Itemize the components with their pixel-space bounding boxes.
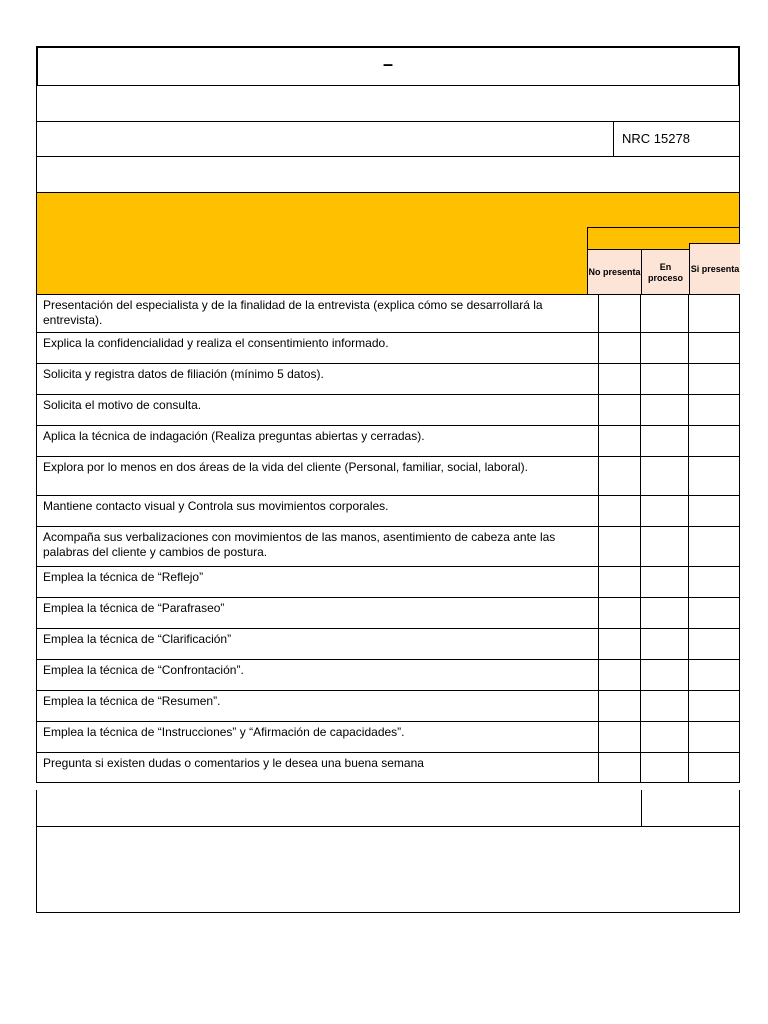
check-cell-no[interactable] bbox=[599, 395, 641, 426]
check-cell-no[interactable] bbox=[599, 598, 641, 629]
check-cell-no[interactable] bbox=[599, 629, 641, 660]
table-row bbox=[37, 426, 740, 457]
page-title: – bbox=[382, 54, 393, 74]
check-cell-no[interactable] bbox=[599, 333, 641, 364]
table-row bbox=[37, 691, 740, 722]
column-header-en-proceso: En proceso bbox=[641, 249, 689, 295]
check-cell-no[interactable] bbox=[599, 660, 641, 691]
check-cell-si[interactable] bbox=[688, 722, 739, 753]
check-cell-proceso[interactable] bbox=[641, 333, 689, 364]
check-cell-si[interactable] bbox=[688, 629, 739, 660]
check-cell-no[interactable] bbox=[599, 364, 641, 395]
check-cell-proceso[interactable] bbox=[641, 691, 689, 722]
check-cell-proceso[interactable] bbox=[641, 629, 689, 660]
column-header-no-presenta: No presenta bbox=[587, 249, 641, 295]
comments-box[interactable] bbox=[36, 827, 740, 913]
check-cell-no[interactable] bbox=[599, 457, 641, 496]
criterion-text: Emplea la técnica de “Instrucciones” y “Afirmación de capacidades”. bbox=[37, 722, 599, 753]
check-cell-proceso[interactable] bbox=[641, 426, 689, 457]
check-cell-proceso[interactable] bbox=[641, 496, 689, 527]
table-row bbox=[37, 598, 740, 629]
criterion-text: Explora por lo menos en dos áreas de la vida del cliente (Personal, familiar, social, laboral). bbox=[37, 457, 599, 496]
header-divider bbox=[587, 227, 739, 228]
table-row bbox=[37, 457, 740, 496]
check-cell-si[interactable] bbox=[688, 753, 739, 783]
criteria-header-band bbox=[36, 193, 740, 294]
check-cell-proceso[interactable] bbox=[641, 364, 689, 395]
check-cell-si[interactable] bbox=[688, 457, 739, 496]
table-row bbox=[37, 753, 740, 783]
check-cell-si[interactable] bbox=[688, 567, 739, 598]
criterion-text: Presentación del especialista y de la finalidad de la entrevista (explica cómo se desarrollará la entrevista). bbox=[37, 295, 599, 333]
table-row bbox=[37, 364, 740, 395]
check-cell-proceso[interactable] bbox=[641, 567, 689, 598]
check-cell-si[interactable] bbox=[688, 395, 739, 426]
criterion-text: Solicita el motivo de consulta. bbox=[37, 395, 599, 426]
check-cell-no[interactable] bbox=[599, 496, 641, 527]
check-cell-proceso[interactable] bbox=[641, 660, 689, 691]
check-cell-si[interactable] bbox=[688, 691, 739, 722]
score-row bbox=[36, 790, 740, 827]
header-dot: . bbox=[689, 221, 692, 230]
column-header-si-presenta: Si presenta bbox=[689, 243, 740, 295]
table-row bbox=[37, 722, 740, 753]
table-row bbox=[37, 395, 740, 426]
check-cell-si[interactable] bbox=[688, 660, 739, 691]
table-row bbox=[37, 527, 740, 567]
table-row bbox=[37, 660, 740, 691]
check-cell-si[interactable] bbox=[688, 527, 739, 567]
criterion-text: Explica la confidencialidad y realiza el consentimiento informado. bbox=[37, 333, 599, 364]
check-cell-si[interactable] bbox=[688, 333, 739, 364]
check-cell-no[interactable] bbox=[599, 691, 641, 722]
criteria-table bbox=[36, 294, 740, 783]
check-cell-si[interactable] bbox=[688, 496, 739, 527]
table-row bbox=[37, 333, 740, 364]
criterion-text: Emplea la técnica de “Resumen”. bbox=[37, 691, 599, 722]
check-cell-si[interactable] bbox=[688, 295, 739, 333]
criterion-text: Mantiene contacto visual y Controla sus movimientos corporales. bbox=[37, 496, 599, 527]
check-cell-proceso[interactable] bbox=[641, 457, 689, 496]
check-cell-no[interactable] bbox=[599, 426, 641, 457]
check-cell-si[interactable] bbox=[688, 426, 739, 457]
check-cell-proceso[interactable] bbox=[641, 598, 689, 629]
check-cell-no[interactable] bbox=[599, 527, 641, 567]
blank-row-2 bbox=[36, 157, 740, 193]
table-row bbox=[37, 629, 740, 660]
criterion-text: Emplea la técnica de “Clarificación” bbox=[37, 629, 599, 660]
title-row bbox=[36, 46, 740, 86]
check-cell-no[interactable] bbox=[599, 722, 641, 753]
criterion-text: Emplea la técnica de “Parafraseo” bbox=[37, 598, 599, 629]
check-cell-proceso[interactable] bbox=[641, 395, 689, 426]
table-row bbox=[37, 567, 740, 598]
criterion-text: Pregunta si existen dudas o comentarios y le desea una buena semana bbox=[37, 753, 599, 783]
check-cell-no[interactable] bbox=[599, 753, 641, 783]
check-cell-no[interactable] bbox=[599, 295, 641, 333]
criterion-text: Emplea la técnica de “Reflejo” bbox=[37, 567, 599, 598]
check-cell-si[interactable] bbox=[688, 364, 739, 395]
check-cell-proceso[interactable] bbox=[641, 753, 689, 783]
criterion-text: Emplea la técnica de “Confrontación”. bbox=[37, 660, 599, 691]
criterion-text: Acompaña sus verbalizaciones con movimientos de las manos, asentimiento de cabeza ante las palabras del cliente y cambios de postura. bbox=[37, 527, 599, 567]
check-cell-proceso[interactable] bbox=[641, 722, 689, 753]
table-row bbox=[37, 295, 740, 333]
blank-row-1 bbox=[36, 85, 740, 122]
check-cell-proceso[interactable] bbox=[641, 295, 689, 333]
table-row bbox=[37, 496, 740, 527]
criterion-text: Solicita y registra datos de filiación (mínimo 5 datos). bbox=[37, 364, 599, 395]
nrc-row bbox=[36, 122, 740, 157]
check-cell-proceso[interactable] bbox=[641, 527, 689, 567]
criterion-text: Aplica la técnica de indagación (Realiza preguntas abiertas y cerradas). bbox=[37, 426, 599, 457]
score-cell[interactable] bbox=[641, 790, 642, 826]
check-cell-si[interactable] bbox=[688, 598, 739, 629]
check-cell-no[interactable] bbox=[599, 567, 641, 598]
nrc-label: NRC 15278 bbox=[613, 122, 732, 156]
